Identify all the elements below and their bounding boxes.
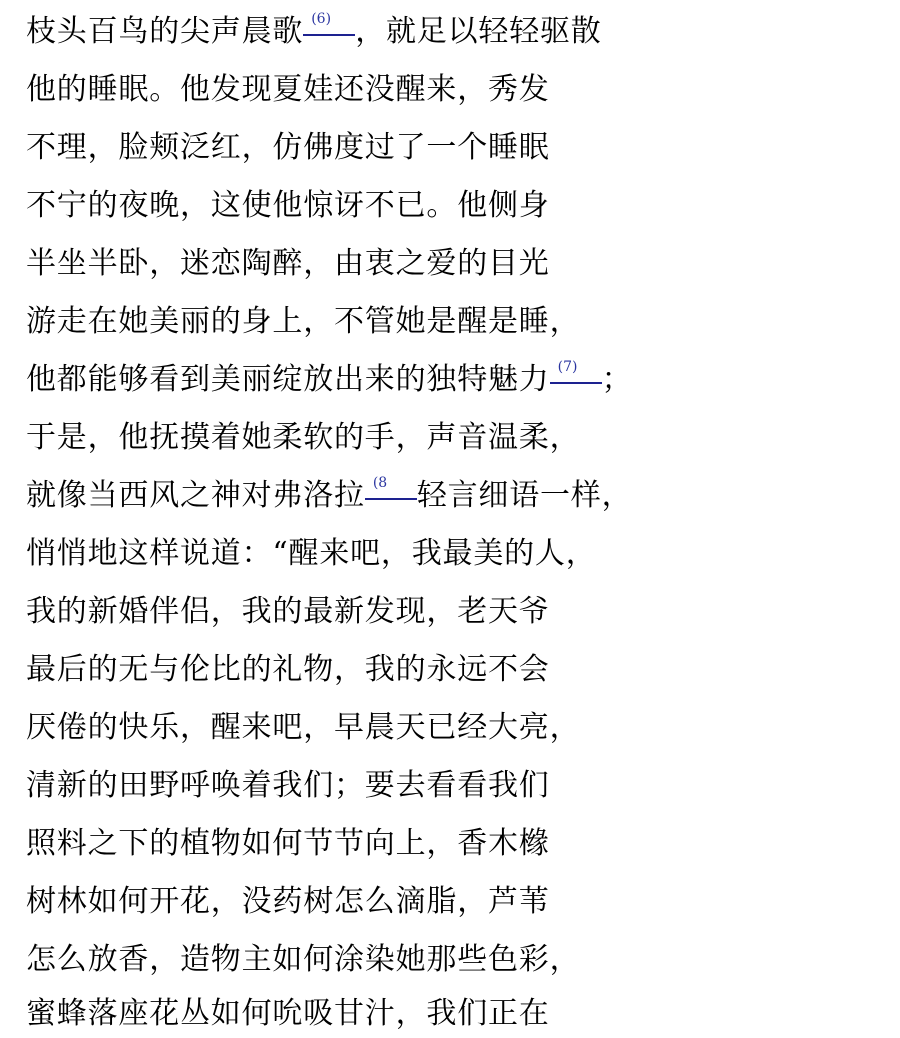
line-text: 蜜蜂落座花丛如何吮吸甘汁，我们正在	[26, 996, 550, 1031]
line-text: ，就足以轻轻驱散	[355, 14, 602, 49]
footnote-ref-6[interactable]	[303, 11, 355, 50]
poem-line-3	[26, 130, 550, 166]
footnote-number: (6)	[311, 11, 332, 27]
footnote-number: (7)	[557, 359, 578, 375]
footnote-ref-8[interactable]	[365, 475, 417, 514]
poem-line-5	[26, 246, 550, 282]
poem-line-10	[26, 536, 597, 572]
poem-line-18	[26, 996, 550, 1032]
line-text: 半坐半卧，迷恋陶醉，由衷之爱的目光	[26, 246, 550, 281]
footnote-ref-7[interactable]	[550, 359, 602, 398]
poem-line-4	[26, 188, 550, 224]
poem-line-9	[26, 475, 633, 514]
poem-line-11	[26, 594, 550, 630]
poem-line-14	[26, 768, 550, 804]
poem-line-8	[26, 420, 580, 456]
footnote-number: (8	[372, 475, 388, 491]
poem-line-13	[26, 710, 580, 746]
line-text: 照料之下的植物如何节节向上，香木橼	[26, 826, 550, 861]
line-text: 枝头百鸟的尖声晨歌	[26, 14, 304, 49]
footnote-underline	[365, 498, 417, 500]
line-text: 清新的田野呼唤着我们；要去看看我们	[26, 768, 550, 803]
line-text: 树林如何开花，没药树怎么滴脂，芦苇	[26, 884, 550, 919]
poem-line-16	[26, 884, 550, 920]
footnote-underline	[303, 34, 355, 36]
line-text: 就像当西风之神对弗洛拉	[26, 478, 365, 513]
line-text: 悄悄地这样说道：“醒来吧，我最美的人，	[26, 536, 597, 571]
line-text: 轻言细语一样，	[416, 478, 633, 513]
line-text: 他的睡眠。他发现夏娃还没醒来，秀发	[26, 72, 550, 107]
line-text: 于是，他抚摸着她柔软的手，声音温柔，	[26, 420, 581, 455]
line-text: 厌倦的快乐，醒来吧，早晨天已经大亮，	[26, 710, 581, 745]
line-text: 游走在她美丽的身上，不管她是醒是睡，	[26, 304, 581, 339]
poem-line-15	[26, 826, 550, 862]
line-text: 不宁的夜晚，这使他惊讶不已。他侧身	[26, 188, 550, 223]
line-text: 怎么放香，造物主如何涂染她那些色彩，	[26, 942, 581, 977]
line-text: 最后的无与伦比的礼物，我的永远不会	[26, 652, 550, 687]
poem-line-1	[26, 11, 602, 50]
poem-line-12	[26, 652, 550, 688]
poem-line-7	[26, 359, 633, 398]
poem-line-2	[26, 72, 550, 108]
line-text: 我的新婚伴侣，我的最新发现，老天爷	[26, 594, 550, 629]
line-text: ；	[601, 362, 633, 397]
line-text: 他都能够看到美丽绽放出来的独特魅力	[26, 362, 550, 397]
poem-line-6	[26, 304, 580, 340]
footnote-underline	[550, 382, 602, 384]
line-text: 不理，脸颊泛红，仿佛度过了一个睡眠	[26, 130, 550, 165]
poem-line-17	[26, 942, 580, 978]
